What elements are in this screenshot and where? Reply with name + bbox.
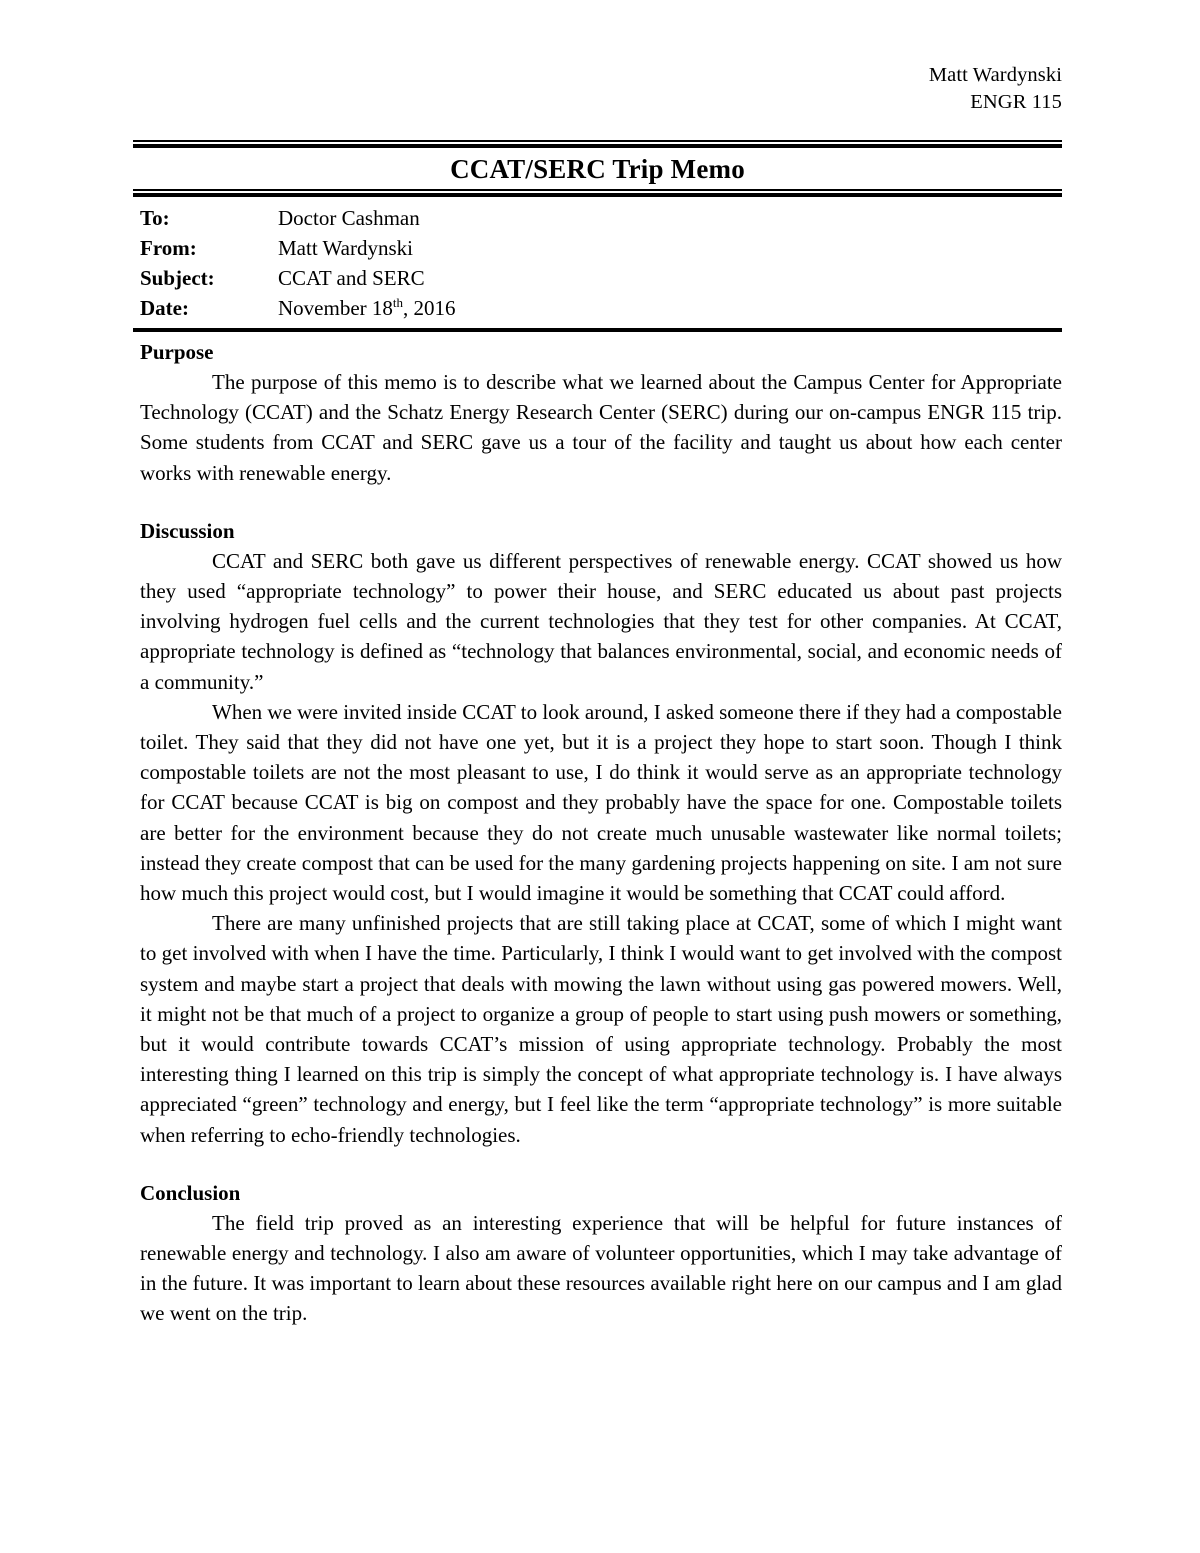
conclusion-paragraph-1: The field trip proved as an interesting experience that will be helpful for future instances of renewable energy and technology. I also am aware of volunteer opportunities, which I may take advantage of in the future. It was important to learn about these resources available right here on our campus and I am glad we went on the trip. — [140, 1210, 1062, 1326]
memo-field-from-value: Matt Wardynski — [278, 236, 413, 260]
memo-field-to-label: To: — [140, 206, 170, 230]
section-gap-1 — [133, 488, 1062, 517]
memo-field-subject — [133, 263, 1062, 293]
discussion-paragraph-3: There are many unfinished projects that are still taking place at CCAT, some of which I might want to get involved with when I have the time. Particularly, I think I would want to get involved with the compost system and maybe start a project that deals with mowing the lawn without using gas powered mowers. Well, it might not be that much of a project to organize a group of people to start using push mowers or something, but it would contribute towards CCAT’s mission of using appropriate technology. Probably the most interesting thing I learned on this trip is simply the concept of what appropriate technology is. I have always appreciated “green” technology and energy, but I feel like the term “appropriate technology” is more suitable when referring to echo-friendly technologies. — [140, 911, 1062, 1147]
title-rule — [133, 189, 1062, 197]
memo-field-to-value: Doctor Cashman — [278, 206, 420, 230]
section-heading-conclusion: Conclusion — [140, 1180, 241, 1205]
section-heading-discussion: Discussion — [140, 518, 235, 543]
top-rule — [133, 140, 1062, 148]
author-name: Matt Wardynski — [928, 64, 1062, 86]
bottom-rule — [133, 328, 1062, 332]
memo-fields — [133, 197, 1062, 328]
date-suffix: , 2016 — [403, 296, 456, 320]
memo-field-from-label: From: — [140, 236, 197, 260]
identification-block — [929, 62, 1062, 116]
date-prefix: November 18 — [278, 296, 393, 320]
section-gap-2 — [133, 1150, 1062, 1179]
memo-field-date — [133, 293, 1062, 323]
discussion-paragraph-1: CCAT and SERC both gave us different perspectives of renewable energy. CCAT showed us how they used “appropriate technology” to power their house, and SERC educated us about past projects involving hydrogen fuel cells and the current technologies that they test for other companies. At CCAT, appropriate technology is defined as “technology that balances environmental, social, and economic needs of a community.” — [140, 548, 1062, 694]
date-ordinal-suffix: th — [392, 295, 404, 310]
memo-title: CCAT/SERC Trip Memo — [450, 154, 745, 184]
memo-body — [133, 338, 1062, 1329]
memo-field-to — [133, 203, 1062, 233]
purpose-paragraph-1: The purpose of this memo is to describe what we learned about the Campus Center for Appropriate Technology (CCAT) and the Schatz Energy Research Center (SERC) during our on-campus ENGR 115 trip. Some students from CCAT and SERC gave us a tour of the facility and taught us about how each center works with renewable energy. — [140, 370, 1062, 485]
memo-field-from — [133, 233, 1062, 263]
section-heading-purpose: Purpose — [140, 340, 214, 364]
course-code: ENGR 115 — [970, 91, 1062, 113]
memo-field-subject-value: CCAT and SERC — [278, 266, 425, 290]
memo-field-subject-label: Subject: — [140, 266, 215, 290]
memo-header — [133, 140, 1062, 332]
discussion-paragraph-2: When we were invited inside CCAT to look around, I asked someone there if they had a compostable toilet. They said that they did not have one yet, but it is a project they hope to start soon. Though I think compostable toilets are not the most pleasant to use, I do think it would serve as an appropriate technology for CCAT because CCAT is big on compost and they probably have the space for one. Compostable toilets are better for the environment because they do not create much unusable wastewater like normal toilets; instead they create compost that can be used for the many gardening projects happening on site. I am not sure how much this project would cost, but I would imagine it would be something that CCAT could afford. — [140, 699, 1062, 906]
memo-field-date-label: Date: — [140, 296, 189, 320]
memo-field-date-value — [278, 293, 1062, 323]
